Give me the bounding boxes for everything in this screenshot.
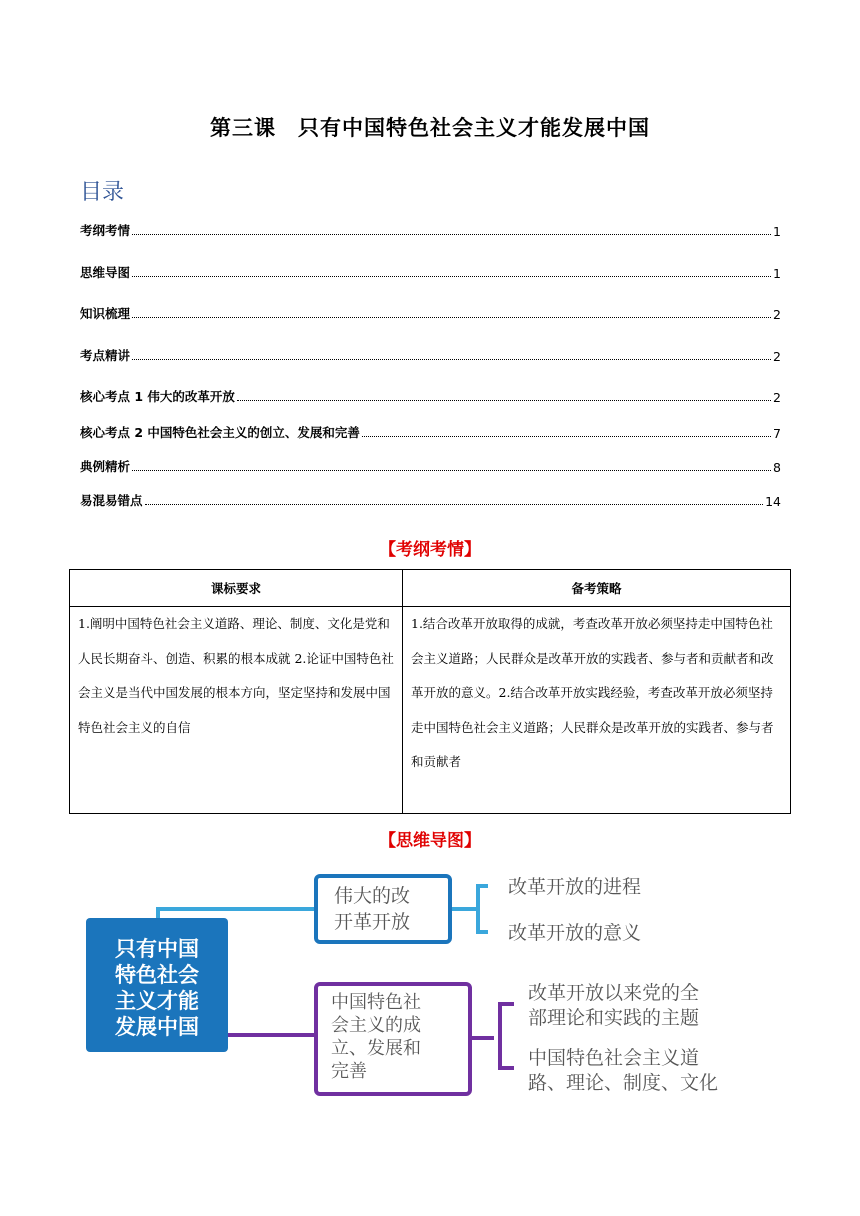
root-line: 特色社会 [115, 963, 199, 987]
toc-entry-page: 8 [773, 460, 781, 475]
toc-entry-label: 思维导图 [80, 265, 131, 280]
branch1-line: 开革开放 [334, 911, 411, 933]
toc-heading: 目录 [80, 180, 125, 205]
toc-entry-label: 核心考点 1 伟大的改革开放 [80, 389, 235, 404]
table-cell-strategy: 1.结合改革开放取得的成就，考查改革开放必须坚持走中国特色社会主义道路；人民群众是改革开放的实践者、参与者和贡献者和改革开放的意义。2.结合改革开放实践经验，考查改革开放必须坚持走中国特色社会主义道路；人民群众是改革开放的实践者、参与者和贡献者 [403, 607, 791, 814]
connector-branch1-leaves [450, 886, 488, 932]
toc-entry-page: 1 [773, 266, 781, 281]
toc-entry-label: 易混易错点 [80, 493, 143, 508]
toc-entry-label: 知识梳理 [80, 306, 131, 321]
connector-root-branch1 [158, 909, 316, 918]
branch2-line: 会主义的成 [331, 1015, 421, 1036]
toc-entry-page: 7 [773, 426, 781, 441]
toc-entry-page: 1 [773, 224, 781, 239]
branch2-leaf-line: 路、理论、制度、文化 [528, 1072, 719, 1094]
table-header-requirements: 课标要求 [70, 570, 403, 607]
branch2-line: 中国特色社 [331, 992, 421, 1013]
toc-entry-page: 2 [773, 349, 781, 364]
toc-entry-page: 2 [773, 307, 781, 322]
section-title-mindmap: 【思维导图】 [379, 831, 481, 851]
root-line: 只有中国 [115, 937, 199, 961]
table-cell-requirements: 1.阐明中国特色社会主义道路、理论、制度、文化是党和人民长期奋斗、创造、积累的根本成就 2.论证中国特色社会主义是当代中国发展的根本方向，坚定坚持和发展中国特色社会主义的自信 [70, 607, 403, 814]
toc-entry-page: 2 [773, 390, 781, 405]
branch2-line: 完善 [331, 1061, 367, 1082]
table-header-strategy: 备考策略 [403, 570, 791, 607]
toc-entry-label: 核心考点 2 中国特色社会主义的创立、发展和完善 [80, 425, 360, 440]
root-line: 发展中国 [115, 1015, 199, 1039]
connector-branch2-leaves [470, 1004, 514, 1068]
root-line: 主义才能 [115, 989, 199, 1013]
section-title-exam: 【考纲考情】 [379, 540, 481, 560]
branch1-line: 伟大的改 [334, 885, 411, 907]
branch2-leaf-line: 中国特色社会主义道 [528, 1047, 700, 1069]
toc-entry-label: 典例精析 [80, 459, 131, 474]
branch2-leaf-line: 改革开放以来党的全 [528, 982, 700, 1004]
branch2-line: 立、发展和 [331, 1038, 421, 1059]
page-title: 第三课 只有中国特色社会主义才能发展中国 [210, 116, 650, 140]
branch1-leaf: 改革开放的意义 [508, 922, 642, 944]
branch1-leaf: 改革开放的进程 [508, 876, 642, 898]
toc-entry-page: 14 [765, 494, 781, 509]
toc-entry-label: 考纲考情 [80, 223, 131, 238]
toc-entry-label: 考点精讲 [80, 348, 131, 363]
branch2-leaf-line: 部理论和实践的主题 [528, 1007, 700, 1029]
